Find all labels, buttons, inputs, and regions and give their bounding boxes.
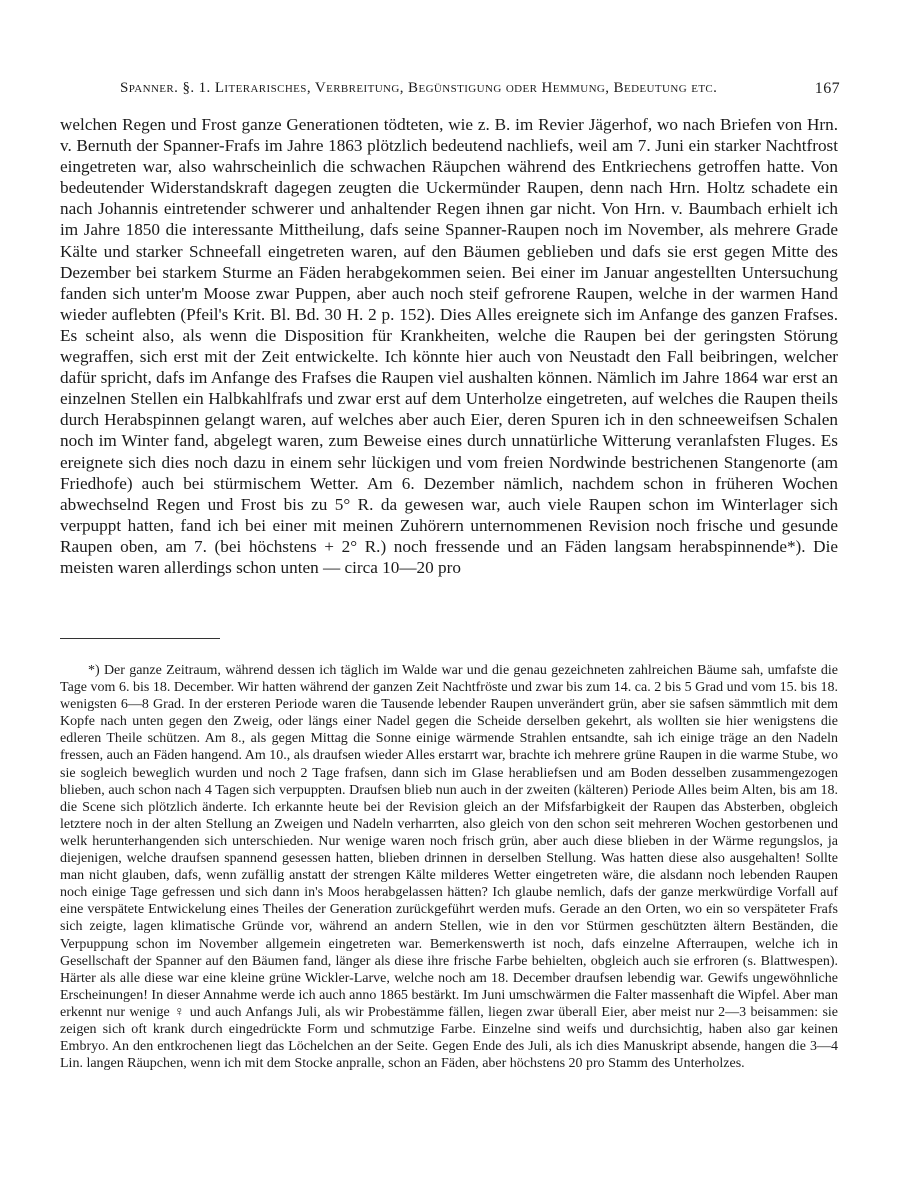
body-text (60, 114, 838, 578)
footnote-separator (60, 638, 220, 639)
footnote-paragraph: *) Der ganze Zeitraum, während dessen ich täglich im Walde war und die genau gezeichneten zahlreichen Bäume sah, umfafste die Tage vom 6. bis 18. December. Wir hatten während der ganzen Zeit Nachtfröste und zwar bis zum 14. ca. 2 bis 5 Grad und vom 15. bis 18. wenigsten 6—8 Grad. In der ersteren Periode waren die Tausende lebender Raupen unverändert grün, aber sie safsen sämmtlich mit dem Kopfe nach unten gegen den Zweig, oder längs einer Nadel gegen die Scheide derselben gekehrt, als wollten sie hier wenigstens die edleren Theile schützen. Am 8., als gegen Mittag die Sonne einige wärmende Strahlen entsandte, sah ich einige träge an den Nadeln fressen, auch an Fäden hangend. Am 10., als draufsen wieder Alles erstarrt war, brachte ich mehrere grüne Raupen in die warme Stube, wo sie sogleich beweglich wurden und noch 2 Tage frafsen, dann sich im Glase herabliefsen und am Boden desselben zusammengezogen blieben, auch schon nach 4 Tagen sich verpuppten. Draufsen blieb nun auch in der zweiten (kälteren) Periode Alles beim Alten, bis am 18. die Scene sich plötzlich änderte. Ich erkannte heute bei der Revision gleich an der Mifsfarbigkeit der Raupen das Absterben, obgleich letztere noch in der alten Stellung an Zweigen und Nadeln verharrten, also gleich von den schon seit mehreren Wochen gestorbenen und welk herunterhangenden sich unterschieden. Nur wenige waren noch frisch grün, aber auch diese blieben in der Wärme regungslos, ja diejenigen, welche draufsen spannend gesessen hatten, blieben drinnen in derselben Stellung. Was hatten diese also ausgehalten! Sollte man nicht glauben, dafs, wenn zufällig anstatt der strengen Kälte milderes Wetter eingetreten wäre, die alsdann noch lebenden Raupen noch einige Tage gefressen und sich dann in's Moos herabgelassen hätten? Ich glaube nemlich, dafs der ganze merkwürdige Vorfall auf eine verspätete Entwickelung eines Theiles der Generation zurückgeführt werden mufs. Gerade an den Orten, wo ein so verspäteter Frafs sich zeigte, lagen klimatische Gründe vor, während an andern Stellen, wie in den vor Stürmen geschützten ältern Beständen, die Verpuppung schon im November allgemein eingetreten war. Bemerkenswerth ist noch, dafs einzelne Afterraupen, welche ich in Gesellschaft der Spanner auf den Bäumen fand, länger als diese ihre frische Farbe behielten, obgleich auch sie erfroren (s. Blattwespen). Härter als alle diese war eine kleine grüne Wickler-Larve, welche noch am 18. December draufsen lebendig war. Gewifs ungewöhnliche Erscheinungen! In dieser Annahme werde ich auch anno 1865 bestärkt. Im Juni umschwärmen die Falter massenhaft die Wipfel. Aber man erkennt nur wenige ♀ und auch Anfangs Juli, als wir Probestämme fällen, liegen zwar überall Eier, aber meist nur 2—3 beisammen: sie zeigen sich oft krank durch eingedrückte Form und schmutzige Farbe. Einzelne sind weifs und durchsichtig, haben also gar keinen Embryo. An den entkrochenen liegt das Löchelchen an der Seite. Gegen Ende des Juli, als ich dies Manuskript absende, hangen die 3—4 Lin. langen Räupchen, wenn ich mit dem Stocke anpralle, schon an Fäden, aber höchstens 20 pro Stamm des Unterholzes. (60, 663, 838, 1072)
running-header-title: Spanner. §. 1. Literarisches, Verbreitung, Begünstigung oder Hemmung, Bedeutung etc. (120, 80, 718, 96)
footnote (60, 662, 838, 1072)
running-header (60, 80, 840, 102)
body-paragraph: welchen Regen und Frost ganze Generationen tödteten, wie z. B. im Revier Jägerhof, wo nach Briefen von Hrn. v. Bernuth der Spanner-Frafs im Jahre 1863 plötzlich bedeutend nachliefs, weil am 7. Juni ein starker Nachtfrost eingetreten war, also wahrscheinlich die schwachen Räupchen während des Entkriechens getroffen hatte. Von bedeutender Widerstandskraft dagegen zeugten die Uckermünder Raupen, denn nach Hrn. Holtz schadete ein nach Johannis eintretender schwerer und anhaltender Regen ihnen gar nicht. Von Hrn. v. Baumbach erhielt ich im Jahre 1850 die interessante Mittheilung, dafs seine Spanner-Raupen noch im November, als mehrere Grade Kälte und starker Schneefall eingetreten waren, auf den Bäumen geblieben und dafs sie erst gegen Mitte des Dezember bei starkem Sturme an Fäden herabgekommen seien. Bei einer im Januar angestellten Untersuchung fanden sich unter'm Moose zwar Puppen, aber auch noch steif gefrorene Raupen, welche in der warmen Hand wieder auflebten (Pfeil's Krit. Bl. Bd. 30 H. 2 p. 152). Dies Alles ereignete sich im Anfange des ganzen Frafses. Es scheint also, als wenn die Disposition für Krankheiten, welche die Raupen bei der geringsten Störung wegraffen, sich erst mit der Zeit entwickelte. Ich könnte hier auch von Neustadt den Fall beibringen, welcher dafür spricht, dafs im Anfange des Frafses die Raupen viel aushalten können. Nämlich im Jahre 1864 war erst an einzelnen Stellen ein Halbkahlfrafs und zwar erst auf dem Unterholze eingetreten, auf welches die Raupen theils durch Herabspinnen gelangt waren, auf welches aber auch Eier, deren Spuren ich in den schneeweifsen Schalen noch im Winter fand, abgelegt waren, zum Beweise eines durch unnatürliche Witterung veranlafsten Fluges. Es ereignete sich dies noch dazu in einem sehr lückigen und vom freien Nordwinde bestrichenen Stangenorte (am Friedhofe) auch bei stürmischem Wetter. Am 6. Dezember nämlich, nachdem schon in früheren Wochen abwechselnd Regen und Frost bis zu 5° R. da gewesen war, auch viele Raupen schon im Winterlager sich verpuppt hatten, fand ich bei einer mit meinen Zuhörern unternommenen Revision noch frische und gesunde Raupen oben, am 7. (bei höchstens + 2° R.) noch fressende und an Fäden langsam herabspinnende*). Die meisten waren allerdings schon unten — circa 10—20 pro (60, 115, 838, 577)
page-number: 167 (814, 80, 840, 97)
